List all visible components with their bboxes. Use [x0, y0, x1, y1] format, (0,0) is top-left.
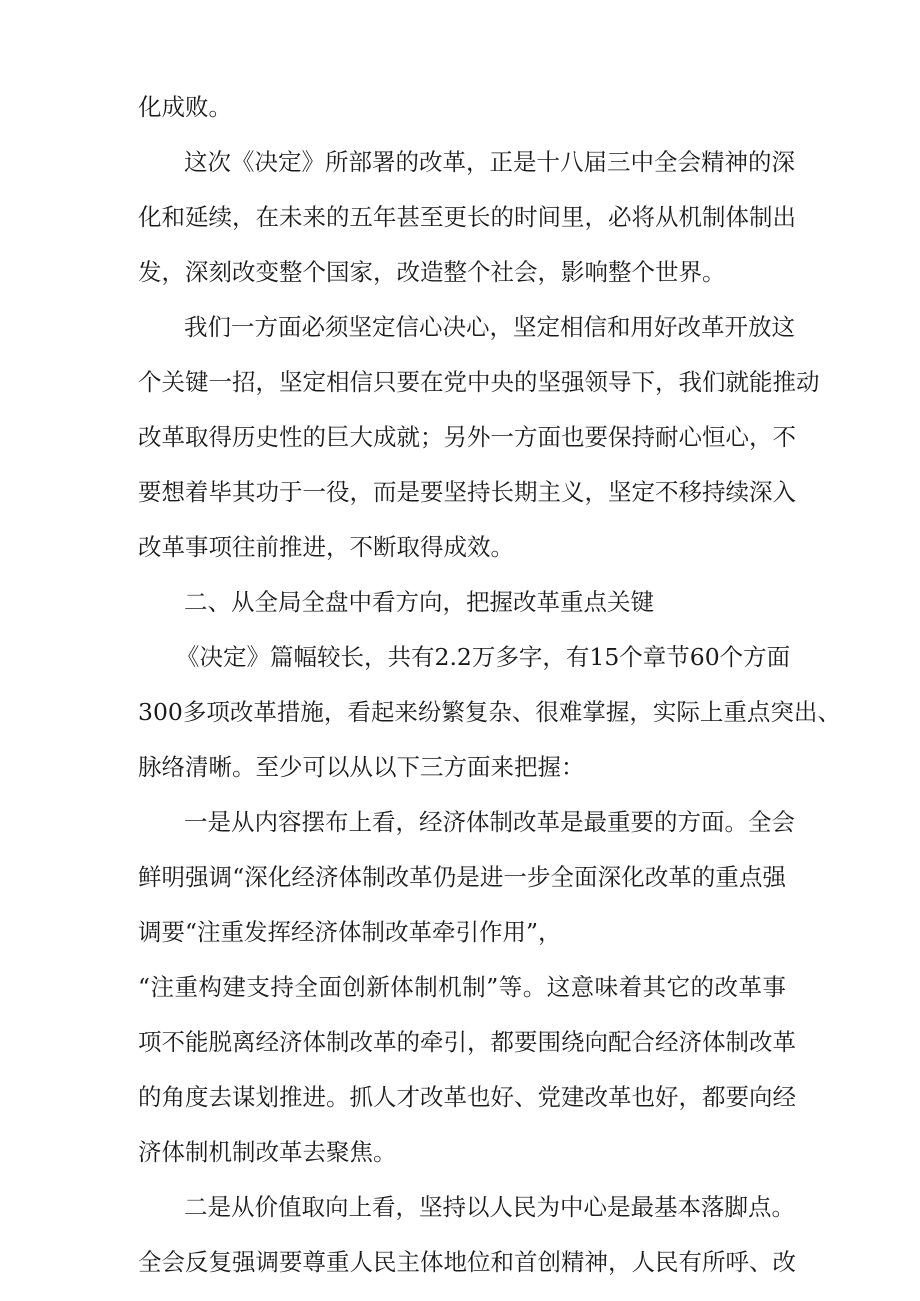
- text-line: 改革事项往前推进，不断取得成效。: [138, 533, 514, 561]
- text-line: 《决定》篇幅较长，共有2.2万多字，有15个章节60个方面: [176, 643, 791, 671]
- text-line: 要想着毕其功于一役，而是要坚持长期主义，坚定不移持续深入: [138, 478, 796, 506]
- text-line: 改革取得历史性的巨大成就；另外一方面也要保持耐心恒心，不: [138, 423, 796, 451]
- text-line: 300多项改革措施，看起来纷繁复杂、很难掌握，实际上重点突出、: [138, 698, 841, 726]
- text-line: 我们一方面必须坚定信心决心，坚定相信和用好改革开放这: [184, 313, 795, 341]
- text-line: 发，深刻改变整个国家，改造整个社会，影响整个世界。: [138, 258, 726, 286]
- text-line: 项不能脱离经济体制改革的牵引，都要围绕向配合经济体制改革: [138, 1028, 796, 1056]
- text-line: 个关键一招，坚定相信只要在党中央的坚强领导下，我们就能推动: [138, 368, 820, 396]
- text-line: 济体制机制改革去聚焦。: [138, 1138, 397, 1166]
- text-line: 化成败。: [138, 93, 232, 121]
- text-line: 脉络清晰。至少可以从以下三方面来把握：: [138, 753, 585, 781]
- text-line: 化和延续，在未来的五年甚至更长的时间里，必将从机制体制出: [138, 203, 796, 231]
- text-line: 二是从价值取向上看，坚持以人民为中心是最基本落脚点。: [184, 1193, 795, 1221]
- text-line: “注重构建支持全面创新体制机制”等。这意味着其它的改革事: [138, 973, 786, 1001]
- text-line: 全会反复强调要尊重人民主体地位和首创精神，人民有所呼、改: [138, 1248, 796, 1276]
- text-line: 一是从内容摆布上看，经济体制改革是最重要的方面。全会: [184, 808, 795, 836]
- text-line: 这次《决定》所部署的改革，正是十八届三中全会精神的深: [184, 148, 795, 176]
- text-line: 调要“注重发挥经济体制改革牵引作用”，: [138, 918, 562, 946]
- section-heading: 二、从全局全盘中看方向，把握改革重点关键: [184, 588, 654, 616]
- text-line: 的角度去谋划推进。抓人才改革也好、党建改革也好，都要向经: [138, 1083, 796, 1111]
- text-line: 鲜明强调“深化经济体制改革仍是进一步全面深化改革的重点强: [138, 863, 786, 891]
